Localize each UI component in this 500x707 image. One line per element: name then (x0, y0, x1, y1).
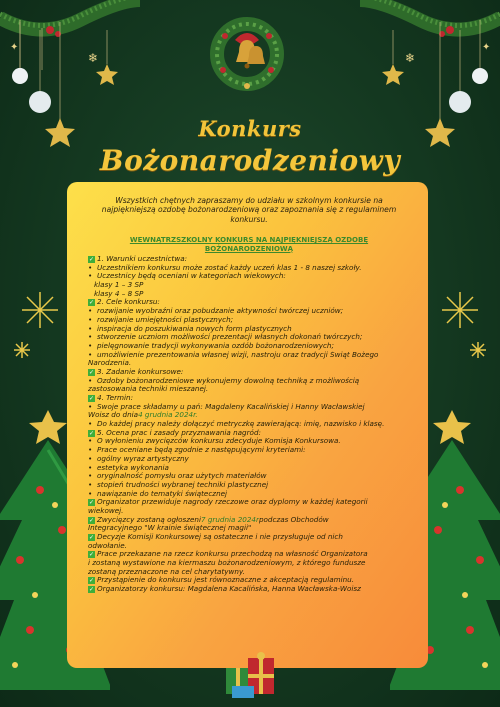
rule-text-after: podczas Obchodów (258, 515, 329, 524)
contest-subheading: WEWNĄTRZSZKOLNY KONKURS NA NAJPIĘKNIEJSZĄ OZDOBĘ BOŻONARODZENIOWĄ (129, 236, 369, 253)
rule-item (88, 524, 420, 533)
rule-text: 5. Ocena prac i zasady przyznawania nagród: (97, 428, 261, 437)
rule-item (88, 368, 420, 377)
rule-text: Ozdoby bożonarodzeniowe wykonujemy dowolną techniką z możliwością (97, 376, 360, 385)
rule-text: Uczestnikiem konkursu może zostać każdy uczeń klas 1 - 8 naszej szkoły. (97, 263, 362, 272)
intro-text: Wszystkich chętnych zapraszamy do udziału w szkolnym konkursie na najpiękniejszą ozdobę bożonarodzeniową oraz zapoznania się z regulaminem konkursu. (101, 196, 397, 224)
rule-item (88, 403, 420, 412)
bullet-icon (88, 446, 97, 455)
rule-text: Woisz do dnia (88, 411, 139, 420)
bullet-icon (88, 472, 97, 481)
bullet-icon (88, 272, 97, 281)
bullet-icon (88, 455, 97, 464)
rule-item (88, 325, 420, 334)
title-line-1: Konkurs (198, 116, 302, 141)
rule-item (88, 585, 420, 594)
rule-item (88, 429, 420, 438)
bullet-icon (88, 437, 97, 446)
bullet-icon (88, 316, 97, 325)
rule-item (88, 290, 420, 299)
wreath-bells-decoration (205, 12, 289, 96)
rule-item (88, 281, 420, 290)
rule-item (88, 385, 420, 394)
checkmark-icon: ✓ (88, 586, 95, 594)
rule-text: klasy 1 – 3 SP (94, 281, 144, 290)
rule-item (88, 507, 420, 516)
rule-text: zastosowania techniki mieszanej. (88, 385, 209, 394)
rule-date-highlight: 7 grudnia 2024r (200, 515, 259, 524)
rule-item (88, 568, 420, 577)
rule-text: klasy 4 – 8 SP (94, 289, 144, 298)
svg-text:❄: ❄ (88, 51, 99, 65)
rule-text: 1. Warunki uczestnictwa: (97, 255, 188, 263)
bullet-icon (88, 481, 97, 490)
rule-text: Organizatorzy konkursu: Magdalena Kacalińska, Hanna Wacławska-Woisz (97, 585, 361, 594)
rule-item (88, 559, 420, 568)
checkmark-icon: ✓ (88, 499, 95, 507)
rule-text: pielęgnowanie tradycji wykonywania ozdób bożonarodzeniowych; (97, 341, 334, 350)
rule-item (88, 264, 420, 273)
checkmark-icon: ✓ (88, 534, 95, 541)
rule-item (88, 498, 420, 507)
svg-text:✦: ✦ (482, 42, 491, 53)
rule-item (88, 394, 420, 403)
rule-item (88, 255, 420, 264)
rule-text: oryginalność pomysłu oraz użytych materiałów (97, 472, 267, 481)
rule-item (88, 272, 420, 281)
rules-list (88, 255, 420, 594)
checkmark-icon: ✓ (88, 429, 95, 437)
rule-text: Przystąpienie do konkursu jest równoznaczne z akceptacją regulaminu. (97, 576, 355, 585)
rule-text: Uczestnicy będą oceniani w kategoriach wiekowych: (97, 272, 286, 281)
rule-item (88, 490, 420, 499)
bullet-icon (88, 325, 97, 334)
rule-text: stopień trudności wybranej techniki plastycznej (97, 480, 269, 489)
checkmark-icon: ✓ (88, 516, 95, 524)
rule-text: wiekowej. (88, 506, 124, 515)
rule-item (88, 446, 420, 455)
rule-item (88, 342, 420, 351)
rule-item (88, 455, 420, 464)
rule-text: Prace oceniane będą zgodnie z następującymi kryteriami: (97, 446, 306, 455)
svg-text:❄: ❄ (405, 51, 416, 65)
title-line-2: Bożonarodzeniowy (99, 144, 401, 177)
rule-text: Prace przekazane na rzecz konkursu przechodzą na własność Organizatora (97, 550, 368, 559)
rule-item (88, 516, 420, 525)
rule-item (88, 316, 420, 325)
checkmark-icon: ✓ (88, 368, 95, 376)
rule-item (88, 464, 420, 473)
rule-item (88, 298, 420, 307)
bullet-icon (88, 464, 97, 473)
rule-item (88, 420, 420, 429)
rule-item (88, 333, 420, 342)
rule-item (88, 307, 420, 316)
bullet-icon (88, 351, 97, 360)
checkmark-icon: ✓ (88, 299, 95, 307)
rule-text: umożliwienie prezentowania własnej wizji, nastroju oraz tradycji Świąt Bożego (97, 350, 379, 359)
rule-text: odwołanie. (88, 541, 127, 550)
rule-text: 4. Termin: (97, 394, 133, 402)
checkmark-icon: ✓ (88, 256, 95, 263)
rule-item (88, 377, 420, 386)
rule-text: i zostaną wystawione na kiermaszu bożonarodzeniowym, z którego fundusze (88, 559, 366, 568)
bullet-icon (88, 377, 97, 386)
rule-item (88, 533, 420, 542)
bullet-icon (88, 490, 97, 499)
bullet-icon (88, 403, 97, 412)
rule-item (88, 359, 420, 368)
rule-item (88, 437, 420, 446)
rule-item (88, 351, 420, 360)
rule-text: Zwycięzcy zostaną ogłoszeni (97, 515, 201, 524)
svg-text:✦: ✦ (10, 42, 19, 53)
rule-item (88, 411, 420, 420)
rule-text: estetyka wykonania (97, 463, 169, 472)
rule-date-highlight: 4 grudnia 2024r. (138, 411, 198, 420)
rule-text: Swoje prace składamy u pań: Magdaleny Kacalińskiej i Hanny Wacławskiej (97, 402, 365, 411)
bullet-icon (88, 333, 97, 342)
bullet-icon (88, 264, 97, 273)
rule-text: Do każdej pracy należy dołączyć metryczkę zawierającą: imię, nazwisko i klasę. (97, 420, 385, 429)
bullet-icon (88, 420, 97, 429)
rule-item (88, 472, 420, 481)
rule-text: nawiązanie do tematyki świątecznej (97, 489, 228, 498)
rule-text: 2. Cele konkursu: (97, 298, 160, 307)
rule-text: Decyzje Komisji Konkursowej są ostateczne i nie przysługuje od nich (97, 533, 343, 541)
bullet-icon (88, 342, 97, 351)
rule-text: rozwijanie umiejętności plastycznych; (97, 315, 234, 324)
rule-text: zostaną przeznaczone na cel charytatywny. (88, 567, 245, 576)
rule-item (88, 542, 420, 551)
rule-text: Narodzenia. (88, 359, 132, 368)
rule-text: Integracyjnego "W krainie świątecznej magii" (88, 524, 252, 533)
rule-text: stworzenie uczniom możliwości prezentacji własnych dokonań twórczych; (97, 333, 363, 342)
checkmark-icon: ✓ (88, 577, 95, 585)
checkmark-icon: ✓ (88, 551, 95, 559)
rule-text: O wyłonieniu zwycięzców konkursu zdecyduje Komisja Konkursowa. (97, 437, 341, 446)
rule-text: Organizator przewiduje nagrody rzeczowe oraz dyplomy w każdej kategorii (97, 498, 368, 507)
rule-text: rozwijanie wyobraźni oraz pobudzanie aktywności twórczej uczniów; (97, 307, 344, 316)
rule-item (88, 576, 420, 585)
gift-boxes-decoration (222, 640, 280, 700)
bullet-icon (88, 307, 97, 316)
rule-text: ogólny wyraz artystyczny (97, 454, 189, 463)
rule-item (88, 481, 420, 490)
rule-text: inspiracja do poszukiwania nowych form plastycznych (97, 324, 292, 333)
rule-item (88, 550, 420, 559)
checkmark-icon: ✓ (88, 395, 95, 402)
rule-text: 3. Zadanie konkursowe: (97, 367, 184, 376)
